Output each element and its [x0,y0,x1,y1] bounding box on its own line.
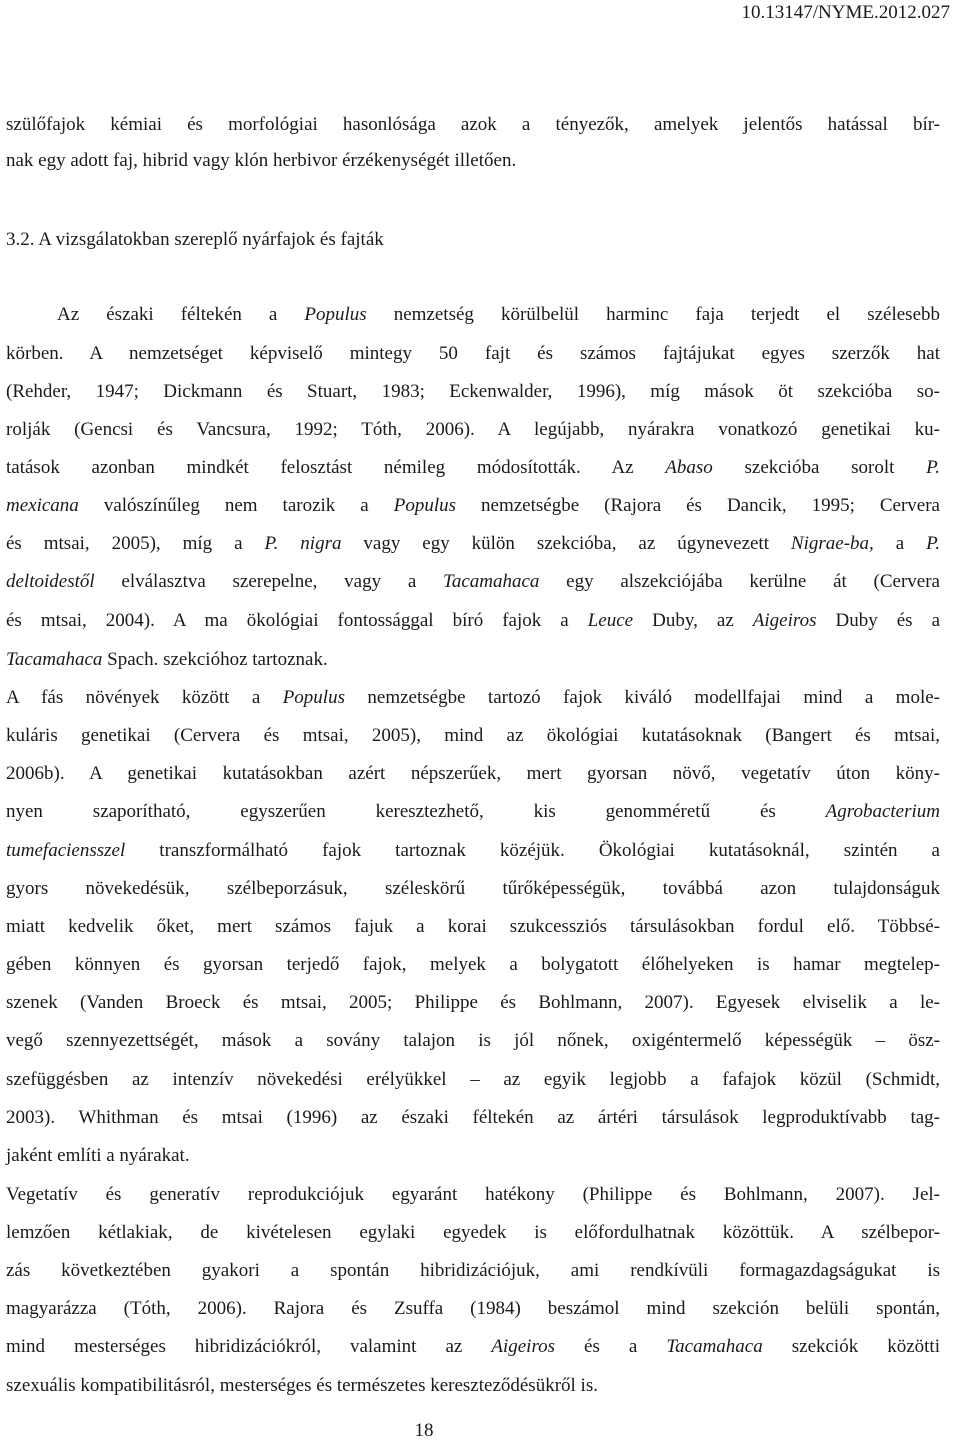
text-line [6,1106,940,1130]
text-line [6,1297,940,1321]
text-line [6,839,940,863]
text-segment: és mtsai, 2005), míg a [6,533,265,554]
italic-taxon: Tacamahaca [666,1336,763,1357]
text-segment: körben. A nemzetséget képviselő mintegy 50 fajt és számos fajtájukat egyes szerzők hat [6,343,940,364]
text-line [6,570,940,594]
text-segment: (Rehder, 1947; Dickmann és Stuart, 1983; Eckenwalder, 1996), míg mások öt szekcióba so- [6,381,940,402]
text-line [6,380,940,404]
italic-taxon: Aigeiros [491,1336,556,1357]
text-segment: Duby és a [816,610,941,631]
text-line [6,686,940,710]
text-segment: gyors növekedésük, szélbeporzásuk, széleskörű tűrőképességük, továbbá azon tulajdonságuk [6,878,940,899]
text-segment: nyen szaporítható, egyszerűen keresztezhető, kis genomméretű és [6,801,826,822]
text-segment: , a [869,533,927,554]
italic-taxon: Nigrae-ba [790,533,870,554]
italic-taxon: P. [926,533,940,554]
text-line [6,342,940,366]
text-segment: nak egy adott faj, hibrid vagy klón herbivor érzékenységét illetően. [6,150,517,171]
text-segment: 2006b). A genetikai kutatásokban azért népszerűek, mert gyorsan növő, vegetatív úton köny- [6,763,940,784]
text-line [6,762,940,786]
text-segment: szenek (Vanden Broeck és mtsai, 2005; Philippe és Bohlmann, 2007). Egyesek elviselik a le- [6,992,940,1013]
text-segment: 3.2. A vizsgálatokban szereplő nyárfajok és fajták [6,229,384,250]
text-segment: rolják (Gencsi és Vancsura, 1992; Tóth, 2006). A legújabb, nyárakra vonatkozó genetikai ku- [6,419,940,440]
text-segment: magyarázza (Tóth, 2006). Rajora és Zsuffa (1984) beszámol mind szekción belüli spontán, [6,1298,940,1319]
text-line [6,1029,940,1053]
text-segment: egy alszekciójába kerülne át (Cervera [539,571,940,592]
text-segment: valószínűleg nem tarozik a [78,495,394,516]
text-line [6,1183,940,1207]
text-segment: nemzetségbe (Rajora és Dancik, 1995; Cervera [456,495,940,516]
text-segment: vagy egy külön szekcióba, az úgynevezett [341,533,791,554]
text-line [6,418,940,442]
text-segment: nemzetség körülbelül harminc faja terjedt el szélesebb [366,304,941,325]
text-line [57,303,940,327]
text-line [6,609,940,633]
text-segment: szekciók közötti [762,1336,940,1357]
italic-taxon: Populus [304,304,367,325]
text-line [6,456,940,480]
italic-taxon: Tacamahaca [6,649,103,670]
page-number: 18 [414,1420,434,1441]
italic-taxon: P. [926,457,940,478]
italic-taxon: tumefaciensszel [6,840,126,861]
text-line [6,1374,940,1398]
text-line [6,648,940,672]
text-line [6,494,940,518]
text-segment: Spach. szekcióhoz tartoznak. [102,649,328,670]
text-line [6,1259,940,1283]
text-segment: szülőfajok kémiai és morfológiai hasonlósága azok a tényezők, amelyek jelentős hatással bír- [6,114,940,135]
text-line [6,149,940,173]
text-segment: mind mesterséges hibridizációkról, valamint az [6,1336,492,1357]
text-segment: transzformálható fajok tartoznak közéjük. Ökológiai kutatásoknál, szintén a [125,840,940,861]
text-line [6,1335,940,1359]
text-line [6,991,940,1015]
text-segment: tatások azonban mindkét felosztást némileg módosították. Az [6,457,666,478]
text-segment: kuláris genetikai (Cervera és mtsai, 2005), mind az ökológiai kutatásoknak (Bangert és mtsai, [6,725,940,746]
text-segment: A fás növények között a [6,687,283,708]
text-segment: zás következtében gyakori a spontán hibridizációjuk, ami rendkívüli formagazdagságukat is [6,1260,940,1281]
text-segment: lemzően kétlakiak, de kivételesen egylaki egyedek is előfordulhatnak közöttük. A szélbepor- [6,1222,940,1243]
italic-taxon: deltoidestől [6,571,95,592]
text-segment: 2003). Whithman és mtsai (1996) az északi féltekén az ártéri társulások legproduktívabb tag- [6,1107,940,1128]
text-segment: nemzetségbe tartozó fajok kiváló modellfajai mind a mole- [344,687,940,708]
italic-taxon: Leuce [587,610,634,631]
text-segment: szefüggésben az intenzív növekedési erélyükkel – az egyik legjobb a fafajok közül (Schmidt, [6,1069,940,1090]
text-line [6,1068,940,1092]
section-heading [6,228,940,252]
italic-taxon: P. nigra [264,533,342,554]
text-segment: és a [555,1336,667,1357]
italic-taxon: Populus [393,495,457,516]
italic-taxon: Tacamahaca [443,571,540,592]
italic-taxon: Abaso [665,457,713,478]
italic-taxon: Aigeiros [752,610,817,631]
text-line [6,915,940,939]
text-line [6,877,940,901]
text-segment: szexuális kompatibilitásról, mesterséges és természetes kereszteződésükről is. [6,1375,598,1396]
text-segment: szekcióba sorolt [712,457,927,478]
text-line [6,113,940,137]
text-line [6,1144,940,1168]
text-segment: és mtsai, 2004). A ma ökológiai fontossággal bíró fajok a [6,610,588,631]
text-segment: Az északi féltekén a [57,304,305,325]
text-segment: miatt kedvelik őket, mert számos fajuk a korai szukcessziós társulásokban fordul elő. Többsé- [6,916,940,937]
text-segment: jaként említi a nyárakat. [6,1145,190,1166]
text-line [6,532,940,556]
italic-taxon: Populus [282,687,345,708]
text-segment: Vegetatív és generatív reprodukciójuk egyaránt hatékony (Philippe és Bohlmann, 2007). Jel- [6,1184,940,1205]
text-line [6,800,940,824]
text-line [6,724,940,748]
text-line [6,953,940,977]
italic-taxon: Agrobacterium [825,801,940,822]
doi-header: 10.13147/NYME.2012.027 [741,2,950,23]
text-segment: Duby, az [633,610,753,631]
italic-taxon: mexicana [6,495,79,516]
text-segment: vegő szennyezettségét, mások a sovány talajon is jól nőnek, oxigéntermelő képességük – ösz- [6,1030,940,1051]
text-segment: elválasztva szerepelne, vagy a [94,571,443,592]
text-segment: gében könnyen és gyorsan terjedő fajok, melyek a bolygatott élőhelyeken is hamar megtelep- [6,954,940,975]
text-line [6,1221,940,1245]
